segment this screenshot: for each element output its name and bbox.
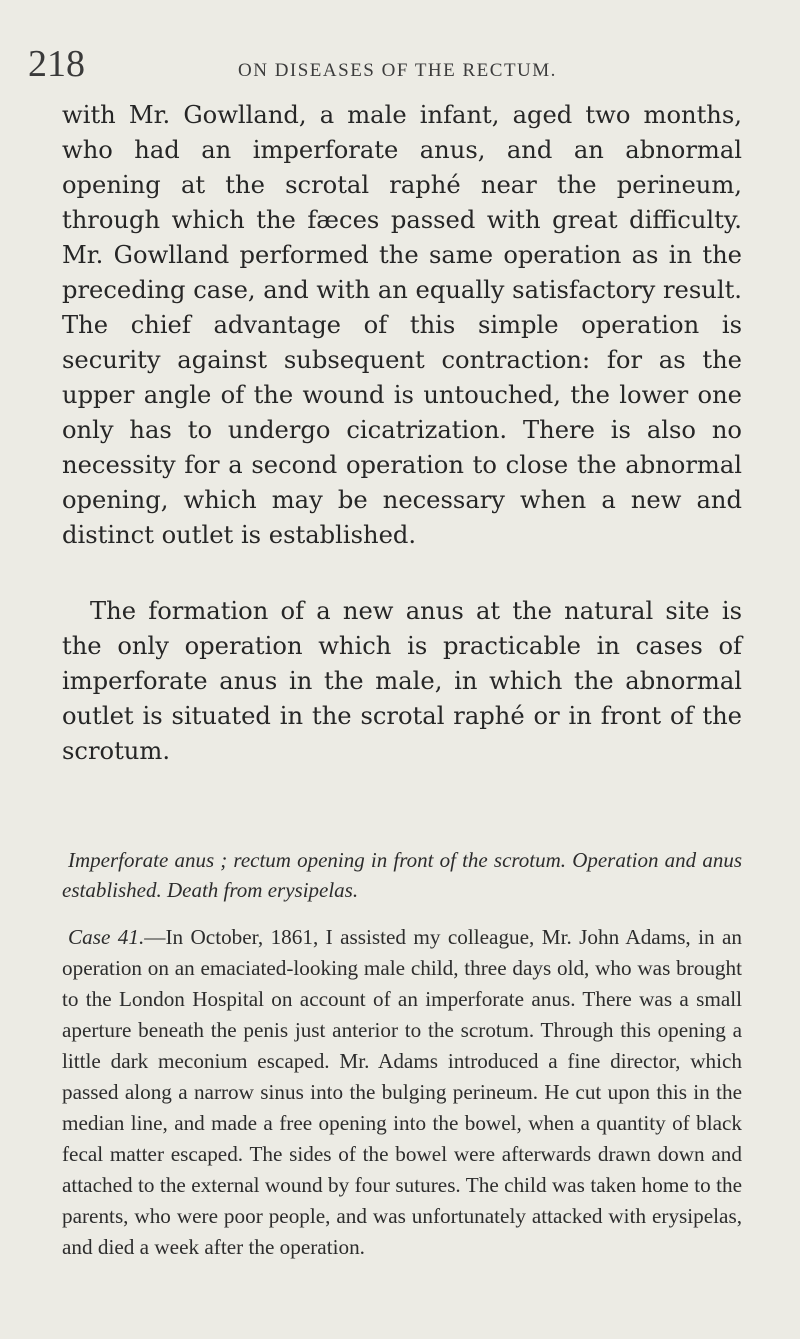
case-heading: Imperforate anus ; rectum opening in front of the scrotum. Operation and anus established. Death from erysipelas. xyxy=(62,848,742,902)
running-title: ON DISEASES OF THE RECTUM. xyxy=(238,60,557,81)
case-report xyxy=(62,922,742,1263)
page-number: 218 xyxy=(28,43,85,85)
paragraph-new-anus: The formation of a new anus at the natural site is the only operation which is practicable in cases of imperforate anus in the male, in which the abnormal outlet is situated in the scrotal raphé or in front of the scrotum. xyxy=(62,597,742,765)
running-head xyxy=(28,44,768,84)
paragraph-continuation: with Mr. Gowlland, a male infant, aged two months, who had an imperforate anus, and an abnormal opening at the scrotal raphé near the perineum, through which the fæces passed with great difficulty. Mr. Gowlland performed the same operation as in the preceding case, and with an equally satisfactory result. The chief advantage of this simple operation is security against subsequent contraction: for as the upper angle of the wound is untouched, the lower one only has to undergo cicatrization. There is also no necessity for a second operation to close the abnormal opening, which may be necessary when a new and distinct outlet is established. xyxy=(62,101,742,549)
case-label: Case 41. xyxy=(68,925,145,949)
case-report-text: —In October, 1861, I assisted my colleague, Mr. John Adams, in an operation on an emaciated-looking male child, three days old, who was brought to the London Hospital on account of an imperforate anus. There was a small aperture beneath the penis just anterior to the scrotum. Through this opening a little dark meconium escaped. Mr. Adams introduced a fine director, which passed along a narrow sinus into the bulging perineum. He cut upon this in the median line, and made a free opening into the bowel, when a quantity of black fecal matter escaped. The sides of the bowel were afterwards drawn down and attached to the external wound by four sutures. The child was taken home to the parents, who were poor people, and was unfortunately attacked with erysipelas, and died a week after the operation. xyxy=(62,925,743,1259)
